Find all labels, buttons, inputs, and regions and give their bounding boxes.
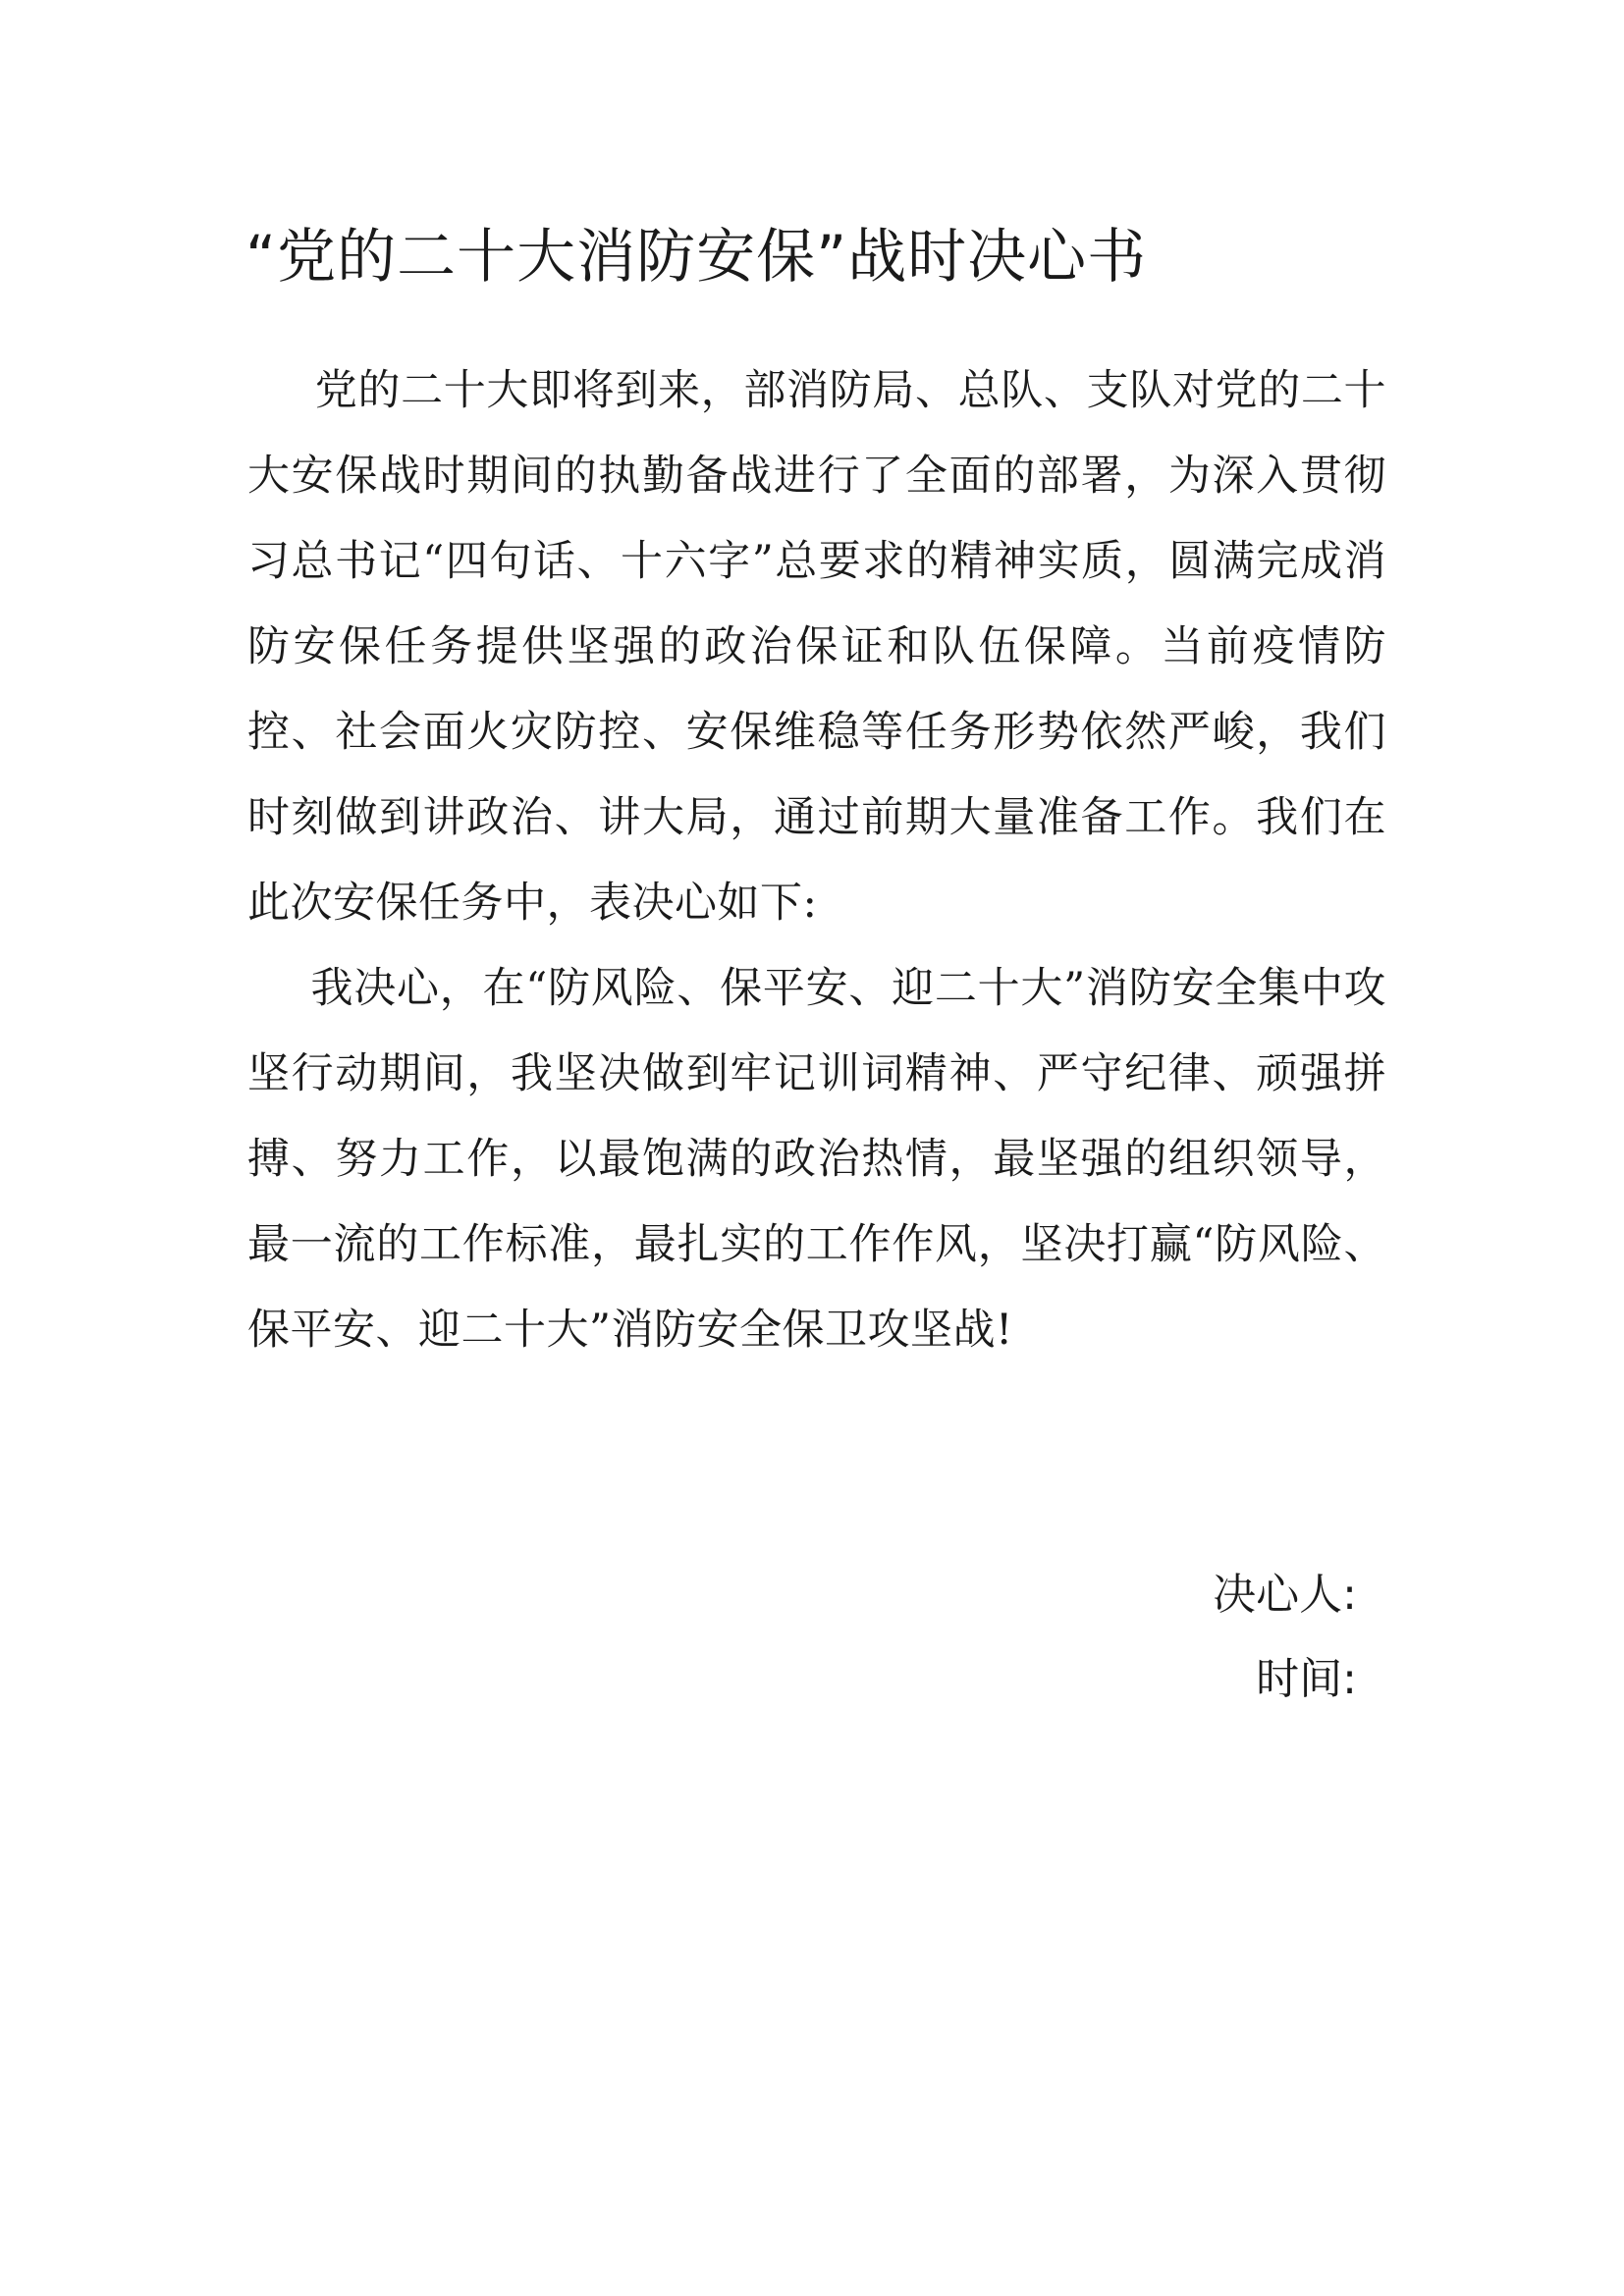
body-paragraph-2: 我决心，在“防风险、保平安、迎二十大”消防安全集中攻坚行动期间，我坚决做到牢记训词精神、严守纪律、顽强拼搏、努力工作，以最饱满的政治热情，最坚强的组织领导，最一流的工作标准，最扎实的工作作风，坚决打赢“防风险、保平安、迎二十大”消防安全保卫攻坚战! [247, 964, 1386, 1355]
signature-block [1213, 1553, 1357, 1722]
document-title: “党的二十大消防安保”战时决心书 [245, 223, 1148, 292]
pledger-label: 决心人: [1213, 1570, 1357, 1620]
body-paragraph-1: 党的二十大即将到来，部消防局、总队、支队对党的二十大安保战时期间的执勤备战进行了全面的部署，为深入贯彻习总书记“四句话、十六字”总要求的精神实质，圆满完成消防安保任务提供坚强的政治保证和队伍保障。当前疫情防控、社会面火灾防控、安保维稳等任务形势依然严峻，我们时刻做到讲政治、讲大局，通过前期大量准备工作。我们在此次安保任务中，表决心如下: [247, 366, 1386, 928]
date-label: 时间: [1256, 1654, 1357, 1704]
document-body [247, 348, 1386, 1373]
